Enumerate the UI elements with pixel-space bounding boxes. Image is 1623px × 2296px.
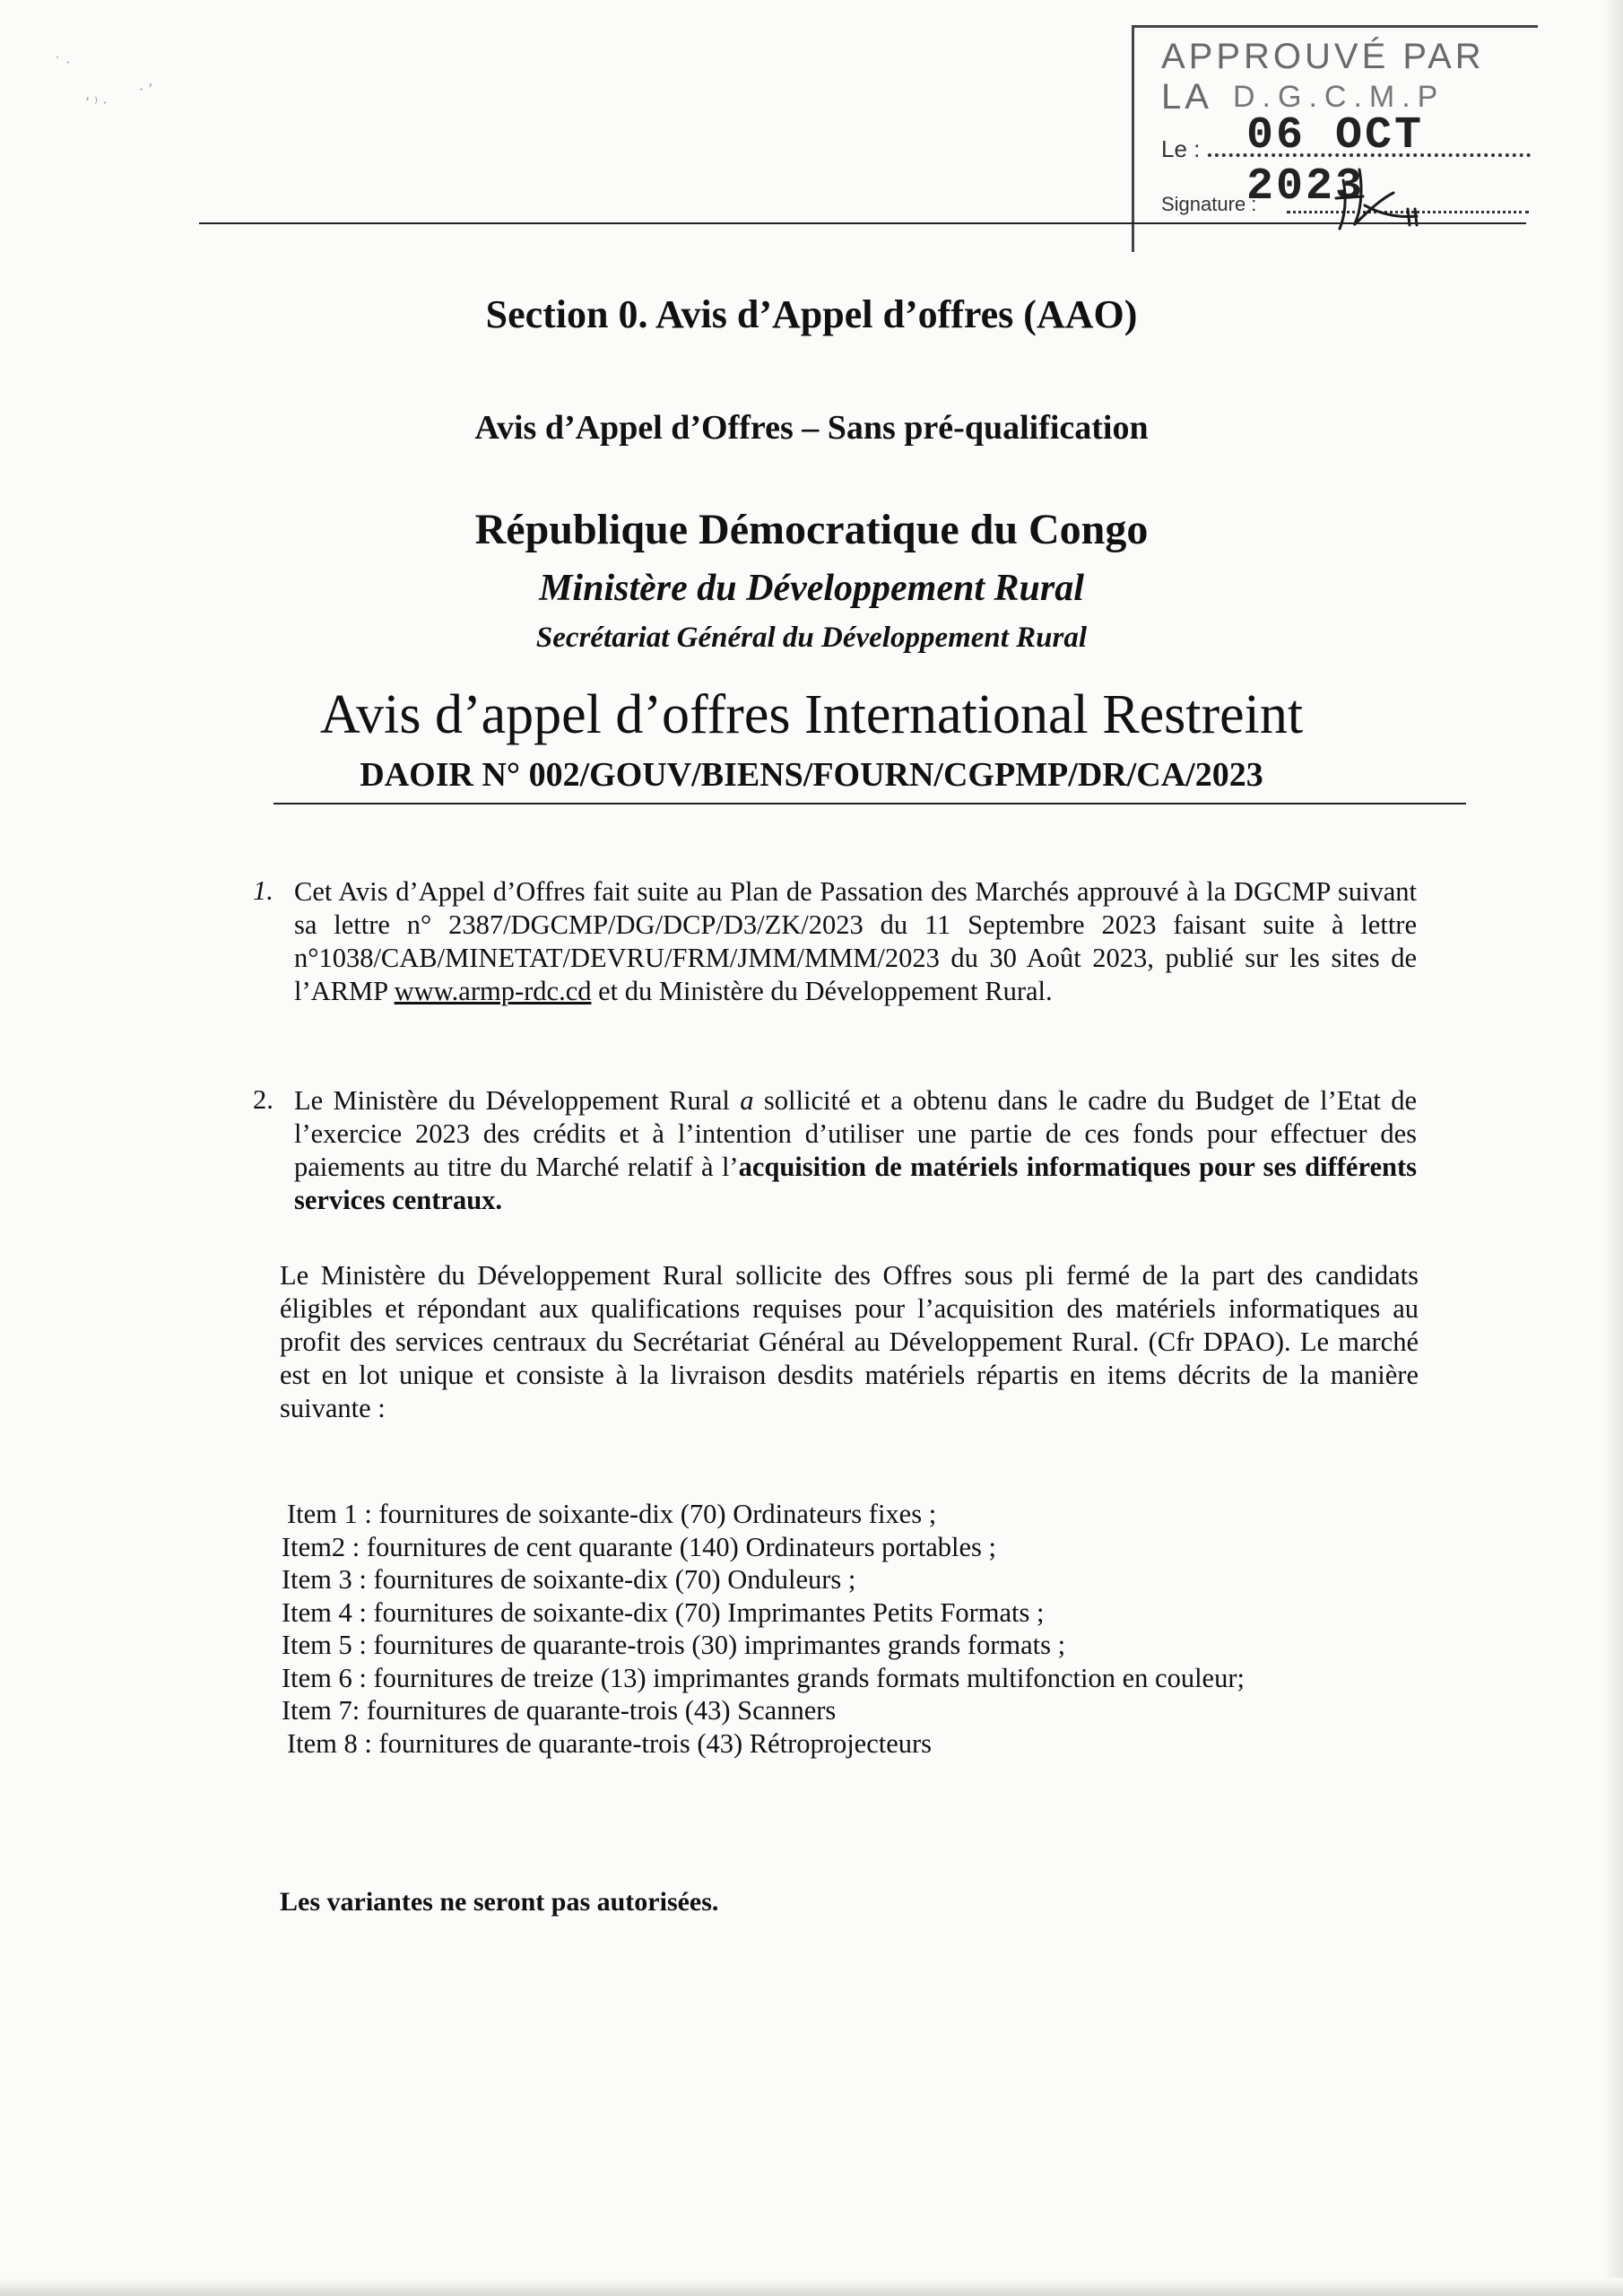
tender-reference: DAOIR N° 002/GOUV/BIENS/FOURN/CGPMP/DR/CA/2023 <box>360 756 1263 794</box>
list-item: Item 8 : fournitures de quarante-trois (43) Rétroprojecteurs <box>287 1727 933 1759</box>
list-item: Item 6 : fournitures de treize (13) imprimantes grands formats multifonction en couleur; <box>282 1662 1245 1693</box>
paragraph-2-italic-verb: a <box>740 1085 754 1116</box>
list-item: Item 3 : fournitures de soixante-dix (70) Onduleurs ; <box>282 1564 856 1595</box>
list-item: Item 1 : fournitures de soixante-dix (70) Ordinateurs fixes ; <box>287 1499 937 1529</box>
paragraph-1-number: 1. <box>253 875 273 906</box>
stamp-approved-by: APPROUVÉ PAR LA <box>1161 37 1485 117</box>
scan-speck: ʼ ⁾ · <box>85 94 108 111</box>
stamp-signature-label: Signature : <box>1161 193 1257 215</box>
country-name: République Démocratique du Congo <box>474 506 1149 553</box>
scan-speck: · ʼ <box>139 81 153 98</box>
paragraph-1 <box>294 875 1417 1008</box>
paragraph-1-text-end: et du Ministère du Développement Rural. <box>598 976 1053 1006</box>
top-horizontal-rule <box>199 222 1526 224</box>
paragraph-2 <box>294 1084 1417 1217</box>
paragraph-2-text-mid: sollicité et a obtenu dans le cadre du Budget de l’Etat de l’exercice 2023 des crédits et à l’intention d’utiliser une partie de ces fonds pour effectuer des paiements au titre du Marché relatif à l’ <box>294 1085 1418 1182</box>
paragraph-1-text: Cet Avis d’Appel d’Offres fait suite au Plan de Passation des Marchés approuvé à la DGCMP suivant sa lettre n° 2387/DGCMP/DG/DCP/D3/ZK/2023 du 11 Septembre 2023 faisant suite à lettre n°1038/CAB/MINETAT/DEVRU/FRM/JMM/MMM/2023 du 30 Août 2023, publié sur les sites de l’ARMP <box>294 876 1417 1006</box>
paragraph-3: Le Ministère du Développement Rural sollicite des Offres sous pli fermé de la part des candidats éligibles et répondant aux qualifications requises pour l’acquisition des matériels informatiques au profit des services centraux du Secrétariat Général au Développement Rural. (Cfr DPAO). Le marché est en lot unique et consiste à la livraison desdits matériels répartis en items décrits de la manière suivante : <box>280 1260 1419 1423</box>
armp-website-link[interactable]: www.armp-rdc.cd <box>394 976 592 1006</box>
paragraph-2-text: Le Ministère du Développement Rural <box>294 1085 730 1116</box>
scan-speck: ˙ · <box>54 54 71 71</box>
list-item: Item 4 : fournitures de soixante-dix (70) Imprimantes Petits Formats ; <box>282 1596 1045 1628</box>
variants-note: Les variantes ne seront pas autorisées. <box>280 1887 719 1917</box>
stamp-authority: D.G.C.M.P <box>1233 80 1445 114</box>
paragraph-2-number: 2. <box>253 1084 273 1115</box>
scan-right-edge <box>1603 0 1623 2296</box>
section-title: Section 0. Avis d’Appel d’offres (AAO) <box>485 292 1138 336</box>
stamp-date-label: Le : <box>1161 135 1201 162</box>
list-item: Item 7: fournitures de quarante-trois (43) Scanners <box>282 1695 837 1726</box>
secretariat-name: Secrétariat Général du Développement Rural <box>535 622 1088 654</box>
header-horizontal-rule <box>273 803 1466 804</box>
list-item: Item 5 : fournitures de quarante-trois (30) imprimantes grands formats ; <box>282 1630 1066 1660</box>
items-list <box>282 1498 1447 1760</box>
notice-type-heading: Avis d’appel d’offres International Restreint <box>319 684 1304 745</box>
notice-subtitle: Avis d’Appel d’Offres – Sans pré-qualification <box>474 409 1149 447</box>
approval-stamp <box>1132 25 1538 252</box>
scan-bottom-edge <box>0 2278 1623 2296</box>
stamp-date-value: 06 OCT 2023 <box>1246 110 1425 213</box>
paragraph-2-bold-object: acquisition de matériels informatiques pour ses différents services centraux. <box>294 1152 1417 1215</box>
ministry-name: Ministère du Développement Rural <box>539 568 1084 609</box>
list-item: Item2 : fournitures de cent quarante (140) Ordinateurs portables ; <box>282 1531 996 1562</box>
